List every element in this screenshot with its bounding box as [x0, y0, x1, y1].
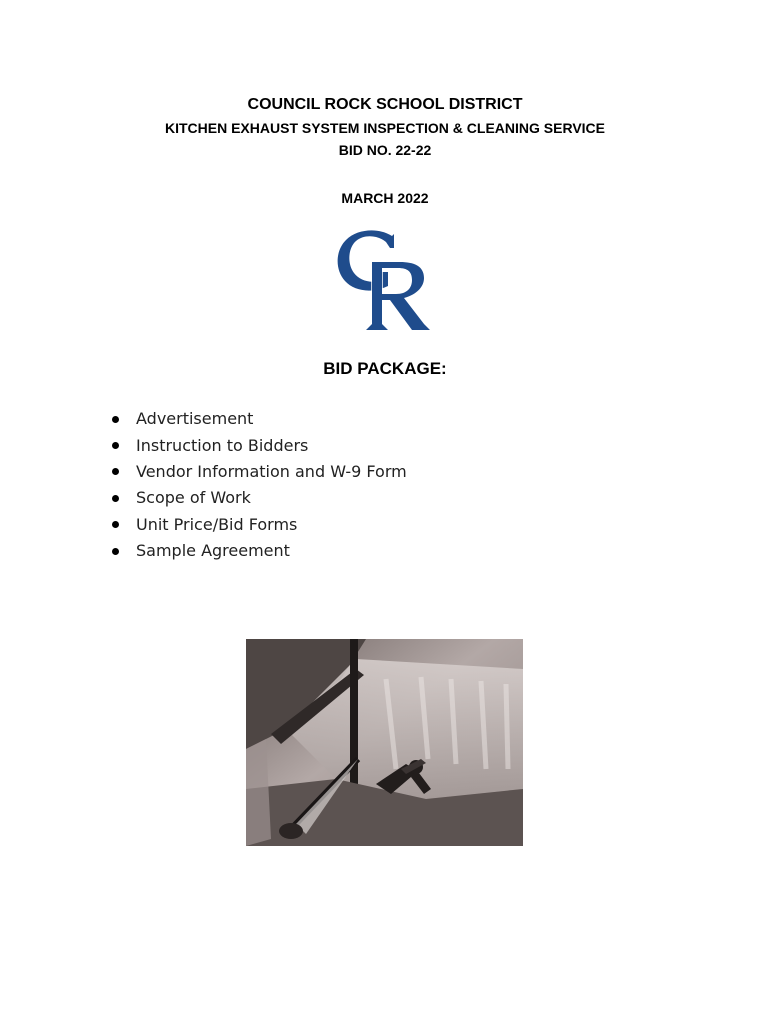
list-item-label: Scope of Work: [136, 488, 251, 508]
list-item: [112, 432, 407, 458]
document-header: [0, 94, 770, 160]
list-item-label: Instruction to Bidders: [136, 435, 309, 455]
list-item-label: Unit Price/Bid Forms: [136, 514, 298, 534]
list-item-label: Vendor Information and W-9 Form: [136, 461, 407, 481]
bid-number: BID NO. 22-22: [338, 142, 432, 158]
package-list: [112, 406, 407, 564]
district-name: COUNCIL ROCK SCHOOL DISTRICT: [247, 96, 523, 113]
bid-date: MARCH 2022: [341, 190, 429, 206]
exhaust-cleaning-photo: [246, 639, 523, 846]
list-item: [112, 512, 407, 538]
list-item: [112, 485, 407, 511]
package-heading: BID PACKAGE:: [323, 359, 447, 378]
bullet-icon: [112, 442, 119, 449]
bullet-icon: [112, 416, 119, 423]
list-item: [112, 459, 407, 485]
bullet-icon: [112, 548, 119, 555]
list-item: [112, 406, 407, 432]
bullet-icon: [112, 521, 119, 528]
list-item: [112, 538, 407, 564]
bullet-icon: [112, 468, 119, 475]
list-item-label: Sample Agreement: [136, 541, 290, 561]
bid-title: KITCHEN EXHAUST SYSTEM INSPECTION & CLEANING SERVICE: [164, 120, 605, 136]
bullet-icon: [112, 495, 119, 502]
list-item-label: Advertisement: [136, 409, 254, 429]
cr-logo: [332, 226, 440, 336]
